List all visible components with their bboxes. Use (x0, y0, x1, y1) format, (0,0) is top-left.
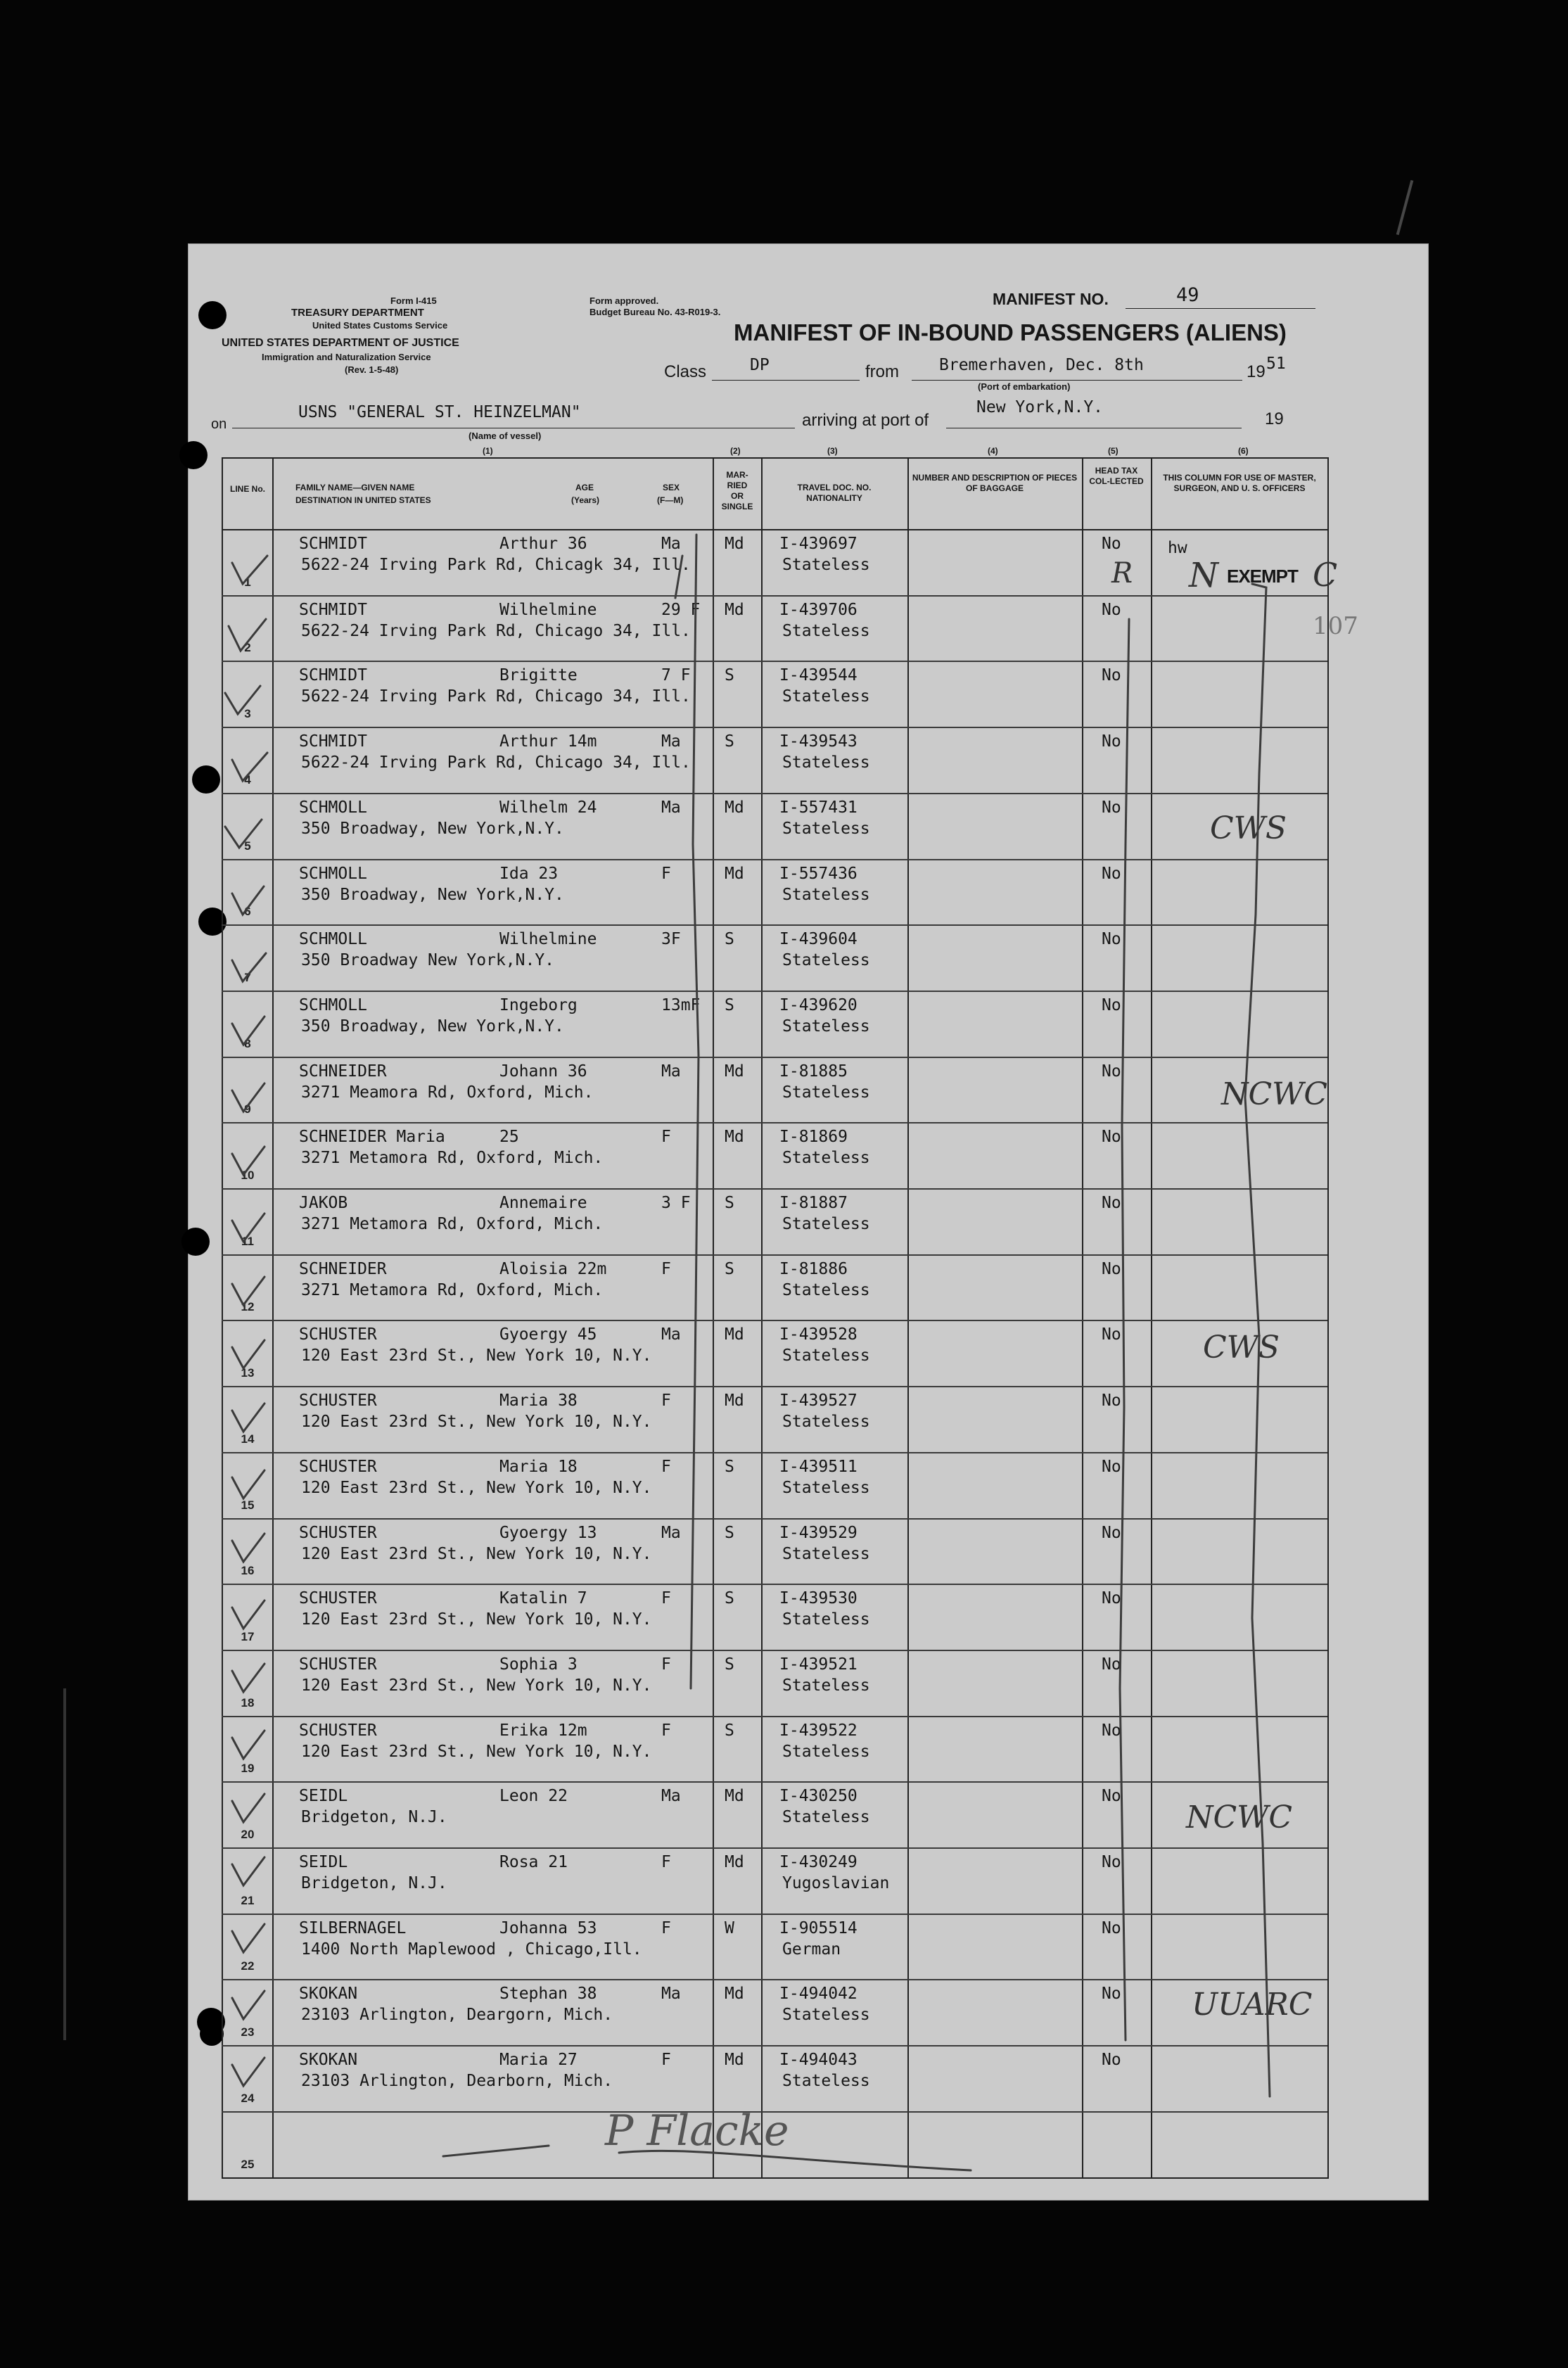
nationality: Stateless (782, 820, 870, 838)
line-number: 6 (244, 905, 251, 918)
destination: 3271 Metamora Rd, Oxford, Mich. (301, 1149, 604, 1167)
destination: 5622-24 Irving Park Rd, Chicago 34, Ill. (301, 622, 691, 640)
line-number: 8 (244, 1037, 251, 1050)
head-tax: No (1102, 1392, 1121, 1410)
dept-justice: UNITED STATES DEPARTMENT OF JUSTICE (222, 337, 459, 349)
arriving-port: New York,N.Y. (976, 398, 1104, 416)
given-name-age: Maria 18 (499, 1458, 578, 1476)
marital-status: S (725, 1194, 734, 1212)
line-number: 18 (241, 1696, 255, 1710)
head-tax: No (1102, 1458, 1121, 1476)
nationality: Stateless (782, 2072, 870, 2090)
family-name: SCHMOLL (299, 930, 367, 948)
sex: F (661, 1260, 671, 1278)
destination: 350 Broadway, New York,N.Y. (301, 820, 564, 838)
officer-signature: P Flacke (605, 2106, 789, 2156)
destination: 1400 North Maplewood , Chicago,Ill. (301, 1940, 642, 1959)
family-name: SCHMOLL (299, 798, 367, 817)
class-value: DP (750, 356, 770, 374)
marital-status: S (725, 1458, 734, 1476)
destination: 120 East 23rd St., New York 10, N.Y. (301, 1413, 652, 1431)
destination: 23103 Arlington, Dearborn, Mich. (301, 2072, 613, 2090)
colnum-4: (4) (988, 446, 998, 456)
colnum-1: (1) (483, 446, 493, 456)
nationality: Yugoslavian (782, 1874, 890, 1892)
marital-status: S (725, 1260, 734, 1278)
given-name-age: Gyoergy 13 (499, 1524, 597, 1542)
nationality: German (782, 1940, 841, 1959)
nationality: Stateless (782, 1347, 870, 1365)
family-name: SCHMIDT (299, 732, 367, 751)
travel-doc-no: I-557431 (779, 798, 858, 817)
from-value: Bremerhaven, Dec. 8th (939, 356, 1144, 374)
sex: 3F (661, 930, 681, 948)
sex: F (661, 2051, 671, 2069)
hw-letter-r: R (1111, 557, 1133, 590)
class-label: Class (664, 362, 707, 381)
hw-uuarc: UUARC (1192, 1987, 1313, 2023)
travel-doc-no: I-439604 (779, 930, 858, 948)
travel-doc-no: I-439543 (779, 732, 858, 751)
family-name: SCHUSTER (299, 1392, 377, 1410)
nationality: Stateless (782, 1149, 870, 1167)
line-number: 21 (241, 1894, 255, 1907)
year-value: 51 (1266, 355, 1286, 373)
marital-status: Md (725, 1325, 744, 1344)
line-number: 2 (244, 641, 251, 654)
travel-doc-no: I-439521 (779, 1655, 858, 1674)
hw-ncwc-1: NCWC (1221, 1076, 1328, 1112)
head-tax: No (1102, 1853, 1121, 1871)
head-tax: No (1102, 1062, 1121, 1081)
travel-doc-no: I-439522 (779, 1721, 858, 1740)
family-name: SCHUSTER (299, 1589, 377, 1608)
travel-doc-no: I-494042 (779, 1985, 858, 2003)
given-name-age: Arthur 36 (499, 535, 587, 553)
line-number: 4 (244, 773, 251, 787)
family-name: SILBERNAGEL (299, 1919, 407, 1937)
vessel-name: USNS "GENERAL ST. HEINZELMAN" (298, 403, 581, 421)
given-name-age: Sophia 3 (499, 1655, 578, 1674)
hw-cws-1: CWS (1210, 810, 1287, 846)
head-tax: No (1102, 1325, 1121, 1344)
head-tax: No (1102, 601, 1121, 619)
travel-doc-no: I-905514 (779, 1919, 858, 1937)
given-name-age: Ingeborg (499, 996, 578, 1014)
destination: 3271 Meamora Rd, Oxford, Mich. (301, 1083, 594, 1102)
line-number: 23 (241, 2025, 255, 2039)
marital-status: S (725, 930, 734, 948)
nationality: Stateless (782, 753, 870, 772)
marital-status: S (725, 1589, 734, 1608)
head-tax: No (1102, 1787, 1121, 1805)
family-name: SKOKAN (299, 1985, 358, 2003)
family-name: SCHMIDT (299, 601, 367, 619)
marital-status: S (725, 666, 734, 685)
sex: Ma (661, 1062, 681, 1081)
manifest-title: MANIFEST OF IN-BOUND PASSENGERS (ALIENS) (734, 319, 1287, 345)
given-name-age: Erika 12m (499, 1721, 587, 1740)
sex: F (661, 865, 671, 883)
destination: 23103 Arlington, Deargorn, Mich. (301, 2006, 613, 2024)
nationality: Stateless (782, 1676, 870, 1695)
destination: 350 Broadway, New York,N.Y. (301, 886, 564, 904)
line-number: 22 (241, 1959, 255, 1973)
line-number: 17 (241, 1630, 255, 1643)
travel-doc-no: I-439530 (779, 1589, 858, 1608)
arriving-year: 19 (1265, 409, 1284, 428)
head-tax: No (1102, 732, 1121, 751)
marital-status: Md (725, 601, 744, 619)
ditto-line-headtax (1120, 619, 1129, 2040)
travel-doc-no: I-494043 (779, 2051, 858, 2069)
given-name-age: Katalin 7 (499, 1589, 587, 1608)
nationality: Stateless (782, 1479, 870, 1497)
sex: 3 F (661, 1194, 691, 1212)
line-number: 13 (241, 1366, 255, 1380)
family-name: SCHMIDT (299, 535, 367, 553)
travel-doc-no: I-439544 (779, 666, 858, 685)
ditto-line-officers (1245, 584, 1270, 2096)
family-name: SCHNEIDER (299, 1062, 387, 1081)
sex: F (661, 1853, 671, 1871)
family-name: SCHMOLL (299, 996, 367, 1014)
nationality: Stateless (782, 951, 870, 969)
head-tax: No (1102, 1260, 1121, 1278)
marital-status: Md (725, 1853, 744, 1871)
marital-status: Md (725, 2051, 744, 2069)
destination: 120 East 23rd St., New York 10, N.Y. (301, 1479, 652, 1497)
travel-doc-no: I-430250 (779, 1787, 858, 1805)
dept-treasury-sub: United States Customs Service (312, 320, 448, 331)
nationality: Stateless (782, 1413, 870, 1431)
head-tax: No (1102, 1985, 1121, 2003)
given-name-age: Annemaire (499, 1194, 587, 1212)
travel-doc-no: I-557436 (779, 865, 858, 883)
marital-status: S (725, 1655, 734, 1674)
form-revision: (Rev. 1-5-48) (345, 364, 399, 375)
nationality: Stateless (782, 1610, 870, 1629)
travel-doc-no: I-81886 (779, 1260, 848, 1278)
head-tax: No (1102, 1194, 1121, 1212)
given-name-age: Gyoergy 45 (499, 1325, 597, 1344)
stamp-107: 107 (1313, 612, 1358, 640)
head-tax: No (1102, 865, 1121, 883)
sex: F (661, 1458, 671, 1476)
budget-bureau: Budget Bureau No. 43-R019-3. (589, 307, 721, 317)
family-name: SCHNEIDER (299, 1260, 387, 1278)
nationality: Stateless (782, 1017, 870, 1036)
sex: 7 F (661, 666, 691, 685)
line-number: 11 (241, 1235, 254, 1248)
given-name-age: Arthur 14m (499, 732, 597, 751)
travel-doc-no: I-439528 (779, 1325, 858, 1344)
sex: F (661, 1919, 671, 1937)
sex: Ma (661, 1325, 681, 1344)
hw-ncwc-2: NCWC (1186, 1800, 1293, 1835)
travel-doc-no: I-439511 (779, 1458, 858, 1476)
travel-doc-no: I-439697 (779, 535, 858, 553)
colnum-2: (2) (730, 446, 741, 456)
nationality: Stateless (782, 1808, 870, 1826)
destination: 5622-24 Irving Park Rd, Chicago 34, Ill. (301, 753, 691, 772)
header-officers: THIS COLUMN FOR USE OF MASTER, SURGEON, AND U. S. OFFICERS (1163, 473, 1316, 493)
travel-doc-no: I-81869 (779, 1128, 848, 1146)
given-name-age: Maria 27 (499, 2051, 578, 2069)
sex: F (661, 1128, 671, 1146)
head-tax: No (1102, 1655, 1121, 1674)
line-number: 25 (241, 2158, 255, 2171)
header-age-sub: (Years) (571, 495, 600, 505)
hw-letter-c: C (1313, 556, 1338, 594)
marital-status: W (725, 1919, 734, 1937)
given-name-age: Rosa 21 (499, 1853, 568, 1871)
family-name: SCHMOLL (299, 865, 367, 883)
header-line-no: LINE No. (230, 484, 265, 494)
travel-doc-no: I-81885 (779, 1062, 848, 1081)
marital-status: Md (725, 1985, 744, 2003)
age-column-ditto (675, 556, 682, 598)
family-name: SCHUSTER (299, 1721, 377, 1740)
family-name: SCHNEIDER Maria (299, 1128, 445, 1146)
line-number: 12 (241, 1300, 255, 1313)
head-tax: No (1102, 1589, 1121, 1608)
header-sex: SEX (663, 483, 680, 492)
destination: 120 East 23rd St., New York 10, N.Y. (301, 1676, 652, 1695)
family-name: JAKOB (299, 1194, 348, 1212)
line-number: 20 (241, 1828, 255, 1841)
sex: Ma (661, 798, 681, 817)
marital-status: S (725, 996, 734, 1014)
family-name: SCHUSTER (299, 1458, 377, 1476)
marital-status: Md (725, 798, 744, 817)
colnum-6: (6) (1238, 446, 1249, 456)
sex: Ma (661, 535, 681, 553)
family-name: SCHUSTER (299, 1325, 377, 1344)
header-travel-doc: TRAVEL DOC. NO. NATIONALITY (797, 483, 872, 503)
destination: 350 Broadway New York,N.Y. (301, 951, 555, 969)
dept-treasury: TREASURY DEPARTMENT (291, 307, 424, 319)
line-number: 14 (241, 1432, 255, 1446)
given-name-age: Johann 36 (499, 1062, 587, 1081)
from-caption: (Port of embarkation) (978, 381, 1071, 392)
given-name-age: Ida 23 (499, 865, 559, 883)
vessel-caption: (Name of vessel) (469, 431, 542, 441)
dept-justice-sub: Immigration and Naturalization Service (262, 352, 431, 362)
header-sex-sub: (F—M) (657, 495, 684, 505)
travel-doc-no: I-81887 (779, 1194, 848, 1212)
nationality: Stateless (782, 556, 870, 574)
given-name-age: 25 (499, 1128, 519, 1146)
destination: 3271 Metamora Rd, Oxford, Mich. (301, 1215, 604, 1233)
sex: Ma (661, 732, 681, 751)
form-id: Form I-415 (390, 295, 437, 306)
destination: Bridgeton, N.J. (301, 1874, 447, 1892)
head-tax: No (1102, 798, 1121, 817)
manifest-no-value: 49 (1176, 284, 1199, 306)
head-tax: No (1102, 2051, 1121, 2069)
sex: F (661, 1392, 671, 1410)
destination: 3271 Metamora Rd, Oxford, Mich. (301, 1281, 604, 1299)
check-marks (225, 556, 267, 2086)
destination: 120 East 23rd St., New York 10, N.Y. (301, 1743, 652, 1761)
head-tax: No (1102, 666, 1121, 685)
marital-status: Md (725, 1787, 744, 1805)
line-number: 1 (244, 575, 251, 589)
header-destination: DESTINATION IN UNITED STATES (295, 495, 431, 505)
given-name-age: Leon 22 (499, 1787, 568, 1805)
marital-status: S (725, 1524, 734, 1542)
travel-doc-no: I-439527 (779, 1392, 858, 1410)
line-number: 3 (244, 707, 251, 720)
line-number: 9 (244, 1102, 251, 1116)
family-name: SCHMIDT (299, 666, 367, 685)
colnum-3: (3) (827, 446, 838, 456)
head-tax: No (1102, 535, 1121, 553)
nationality: Stateless (782, 1215, 870, 1233)
nationality: Stateless (782, 622, 870, 640)
family-name: SEIDL (299, 1853, 348, 1871)
nationality: Stateless (782, 2006, 870, 2024)
nationality: Stateless (782, 687, 870, 706)
destination: 120 East 23rd St., New York 10, N.Y. (301, 1347, 652, 1365)
destination: 5622-24 Irving Park Rd, Chicago 34, Ill. (301, 687, 691, 706)
header-married: MAR-RIED OR SINGLE (721, 470, 753, 511)
nationality: Stateless (782, 1083, 870, 1102)
line-number: 24 (241, 2092, 255, 2105)
line-number: 19 (241, 1762, 255, 1775)
sex: F (661, 1721, 671, 1740)
travel-doc-no: I-430249 (779, 1853, 858, 1871)
hw-cws-2: CWS (1203, 1330, 1280, 1366)
sex: 29 F (661, 601, 701, 619)
year-prefix: 19 (1247, 362, 1266, 381)
destination: 5622-24 Irving Park Rd, Chicagk 34, Ill. (301, 556, 691, 574)
head-tax: No (1102, 996, 1121, 1014)
manifest-no-label: MANIFEST NO. (993, 290, 1109, 308)
sex: 13mF (661, 996, 701, 1014)
given-name-age: Wilhelm 24 (499, 798, 597, 817)
sex: Ma (661, 1524, 681, 1542)
given-name-age: Wilhelmine (499, 930, 597, 948)
travel-doc-no: I-439529 (779, 1524, 858, 1542)
from-label: from (865, 362, 899, 381)
destination: 350 Broadway, New York,N.Y. (301, 1017, 564, 1036)
marital-status: S (725, 732, 734, 751)
sex: F (661, 1655, 671, 1674)
marital-status: Md (725, 1128, 744, 1146)
given-name-age: Johanna 53 (499, 1919, 597, 1937)
line-number: 15 (241, 1498, 255, 1512)
head-tax: No (1102, 1721, 1121, 1740)
annotation-hw: hw (1168, 539, 1187, 557)
colnum-5: (5) (1108, 446, 1118, 456)
head-tax: No (1102, 1128, 1121, 1146)
line-number: 7 (244, 971, 251, 984)
on-label: on (211, 416, 227, 432)
sex: Ma (661, 1985, 681, 2003)
marital-status: Md (725, 1062, 744, 1081)
head-tax: No (1102, 1524, 1121, 1542)
sex: Ma (661, 1787, 681, 1805)
arriving-label: arriving at port of (802, 411, 929, 430)
given-name-age: Brigitte (499, 666, 578, 685)
marital-status: Md (725, 1392, 744, 1410)
sex-column-bracket (691, 535, 699, 1688)
given-name-age: Wilhelmine (499, 601, 597, 619)
line-number: 5 (244, 839, 251, 853)
family-name: SKOKAN (299, 2051, 358, 2069)
nationality: Stateless (782, 886, 870, 904)
head-tax: No (1102, 930, 1121, 948)
strike-line-25 (443, 2146, 971, 2170)
family-name: SCHUSTER (299, 1655, 377, 1674)
family-name: SEIDL (299, 1787, 348, 1805)
marital-status: Md (725, 865, 744, 883)
line-number: 10 (241, 1169, 255, 1182)
form-approved: Form approved. (589, 295, 659, 306)
header-head-tax: HEAD TAX COL-LECTED (1089, 466, 1144, 486)
hw-letter-n: N (1189, 556, 1218, 595)
travel-doc-no: I-439620 (779, 996, 858, 1014)
header-family-name: FAMILY NAME—GIVEN NAME (295, 483, 415, 492)
marital-status: S (725, 1721, 734, 1740)
family-name: SCHUSTER (299, 1524, 377, 1542)
given-name-age: Maria 38 (499, 1392, 578, 1410)
header-baggage: NUMBER AND DESCRIPTION OF PIECES OF BAGGAGE (912, 473, 1078, 493)
given-name-age: Aloisia 22m (499, 1260, 607, 1278)
line-number: 16 (241, 1564, 255, 1577)
nationality: Stateless (782, 1281, 870, 1299)
sex: F (661, 1589, 671, 1608)
header-age: AGE (575, 483, 594, 492)
head-tax: No (1102, 1919, 1121, 1937)
nationality: Stateless (782, 1545, 870, 1563)
destination: 120 East 23rd St., New York 10, N.Y. (301, 1610, 652, 1629)
marital-status: Md (725, 535, 744, 553)
travel-doc-no: I-439706 (779, 601, 858, 619)
nationality: Stateless (782, 1743, 870, 1761)
given-name-age: Stephan 38 (499, 1985, 597, 2003)
destination: 120 East 23rd St., New York 10, N.Y. (301, 1545, 652, 1563)
destination: Bridgeton, N.J. (301, 1808, 447, 1826)
exempt-stamp: EXEMPT (1227, 566, 1298, 587)
